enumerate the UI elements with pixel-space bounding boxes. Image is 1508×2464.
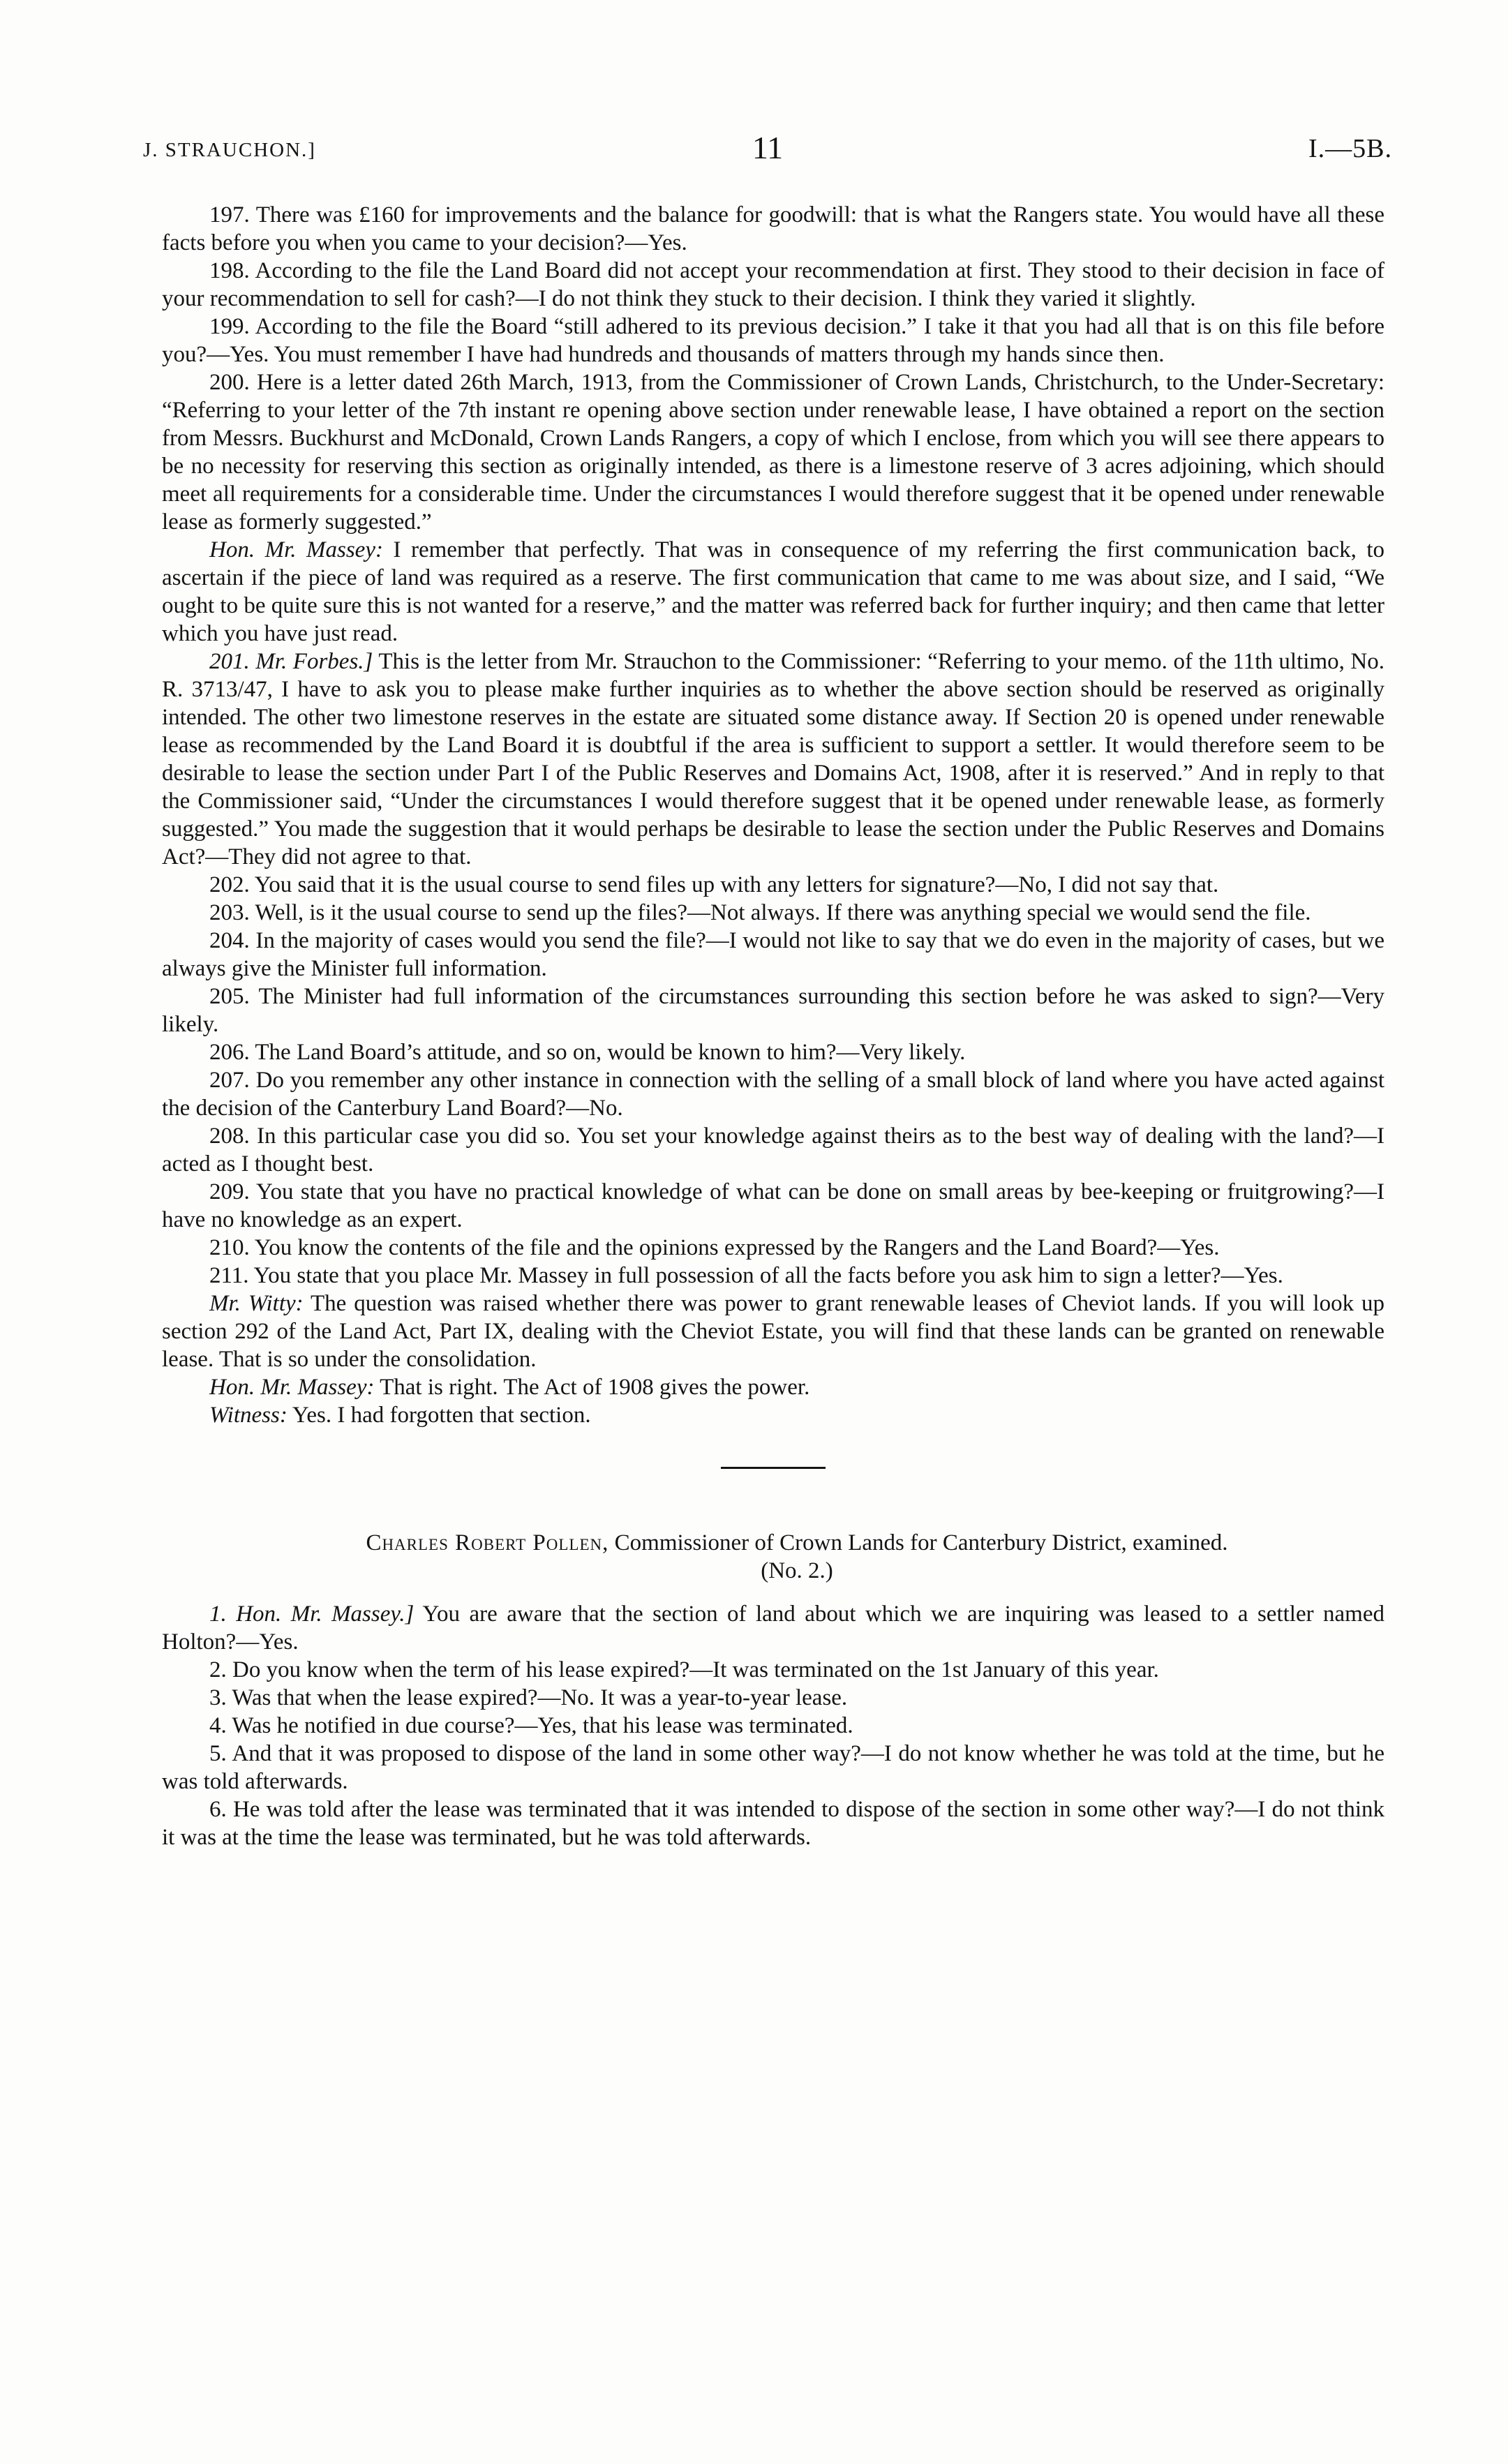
- question-paragraph: [162, 899, 1384, 927]
- paragraph-text: 208. In this particular case you did so. You set your knowledge against theirs as to the best way of dealing with the land?—I acted as I thought best.: [162, 1123, 1384, 1177]
- question-paragraph: [162, 648, 1384, 871]
- question-paragraph: [162, 1712, 1384, 1740]
- paragraph-text: That is right. The Act of 1908 gives the power.: [380, 1375, 810, 1400]
- question-paragraph: [162, 368, 1384, 536]
- paragraph-text: This is the letter from Mr. Strauchon to the Commissioner: “Referring to your memo. of the 11th ultimo, No. R. 3713/47, I have to ask you to please make further inquiries as to whether the above section should be reserved as originally intended. The other two limestone reserves in the estate are situated some distance away. If Section 20 is opened under renewable lease as recommended by the Land Board it is doubtful if the area is sufficient to support a settler. It would therefore seem to be desirable to lease the section under Part I of the Public Reserves and Domains Act, 1908, after it is reserved.” And in reply to that the Commissioner said, “Under the circumstances I would therefore suggest that it be opened under renewable lease, as formerly suggested.” You made the suggestion that it would perhaps be desirable to lease the section under the Public Reserves and Domains Act?—They did not agree to that.: [162, 649, 1385, 869]
- statement-paragraph: [162, 1373, 1384, 1401]
- page-number: 11: [752, 130, 784, 165]
- witness-heading: [162, 1529, 1384, 1557]
- paragraph-text: 211. You state that you place Mr. Massey in full possession of all the facts before you ask him to sign a letter?—Yes.: [209, 1263, 1283, 1288]
- statement-paragraph: [162, 1290, 1384, 1373]
- paragraph-text: 6. He was told after the lease was terminated that it was intended to dispose of the section in some other way?—I do not think it was at the time the lease was terminated, but he was told afterwards.: [162, 1797, 1384, 1850]
- paragraph-text: 5. And that it was proposed to dispose of the land in some other way?—I do not know whether he was told at the time, but he was told afterwards.: [162, 1741, 1384, 1794]
- document-body: [162, 201, 1384, 1851]
- statement-paragraph: [162, 1401, 1384, 1429]
- question-paragraph: [162, 1600, 1384, 1656]
- question-paragraph: [162, 1122, 1384, 1178]
- paragraph-text: 197. There was £160 for improvements and the balance for goodwill: that is what the Rangers state. You would have all these facts before you when you came to your decision?—Yes.: [162, 202, 1384, 255]
- question-paragraph: [162, 1066, 1384, 1122]
- spacer: [162, 1585, 1384, 1600]
- witness-name: Charles Robert Pollen,: [366, 1530, 609, 1555]
- paragraph-text: I remember that perfectly. That was in consequence of my referring the first communication back, to ascertain if the piece of land was required as a reserve. The first communication that came to me was about size, and I said, “We ought to be quite sure this is not wanted for a reserve,” and the matter was referred back for further inquiry; and then came that letter which you have just read.: [162, 537, 1384, 646]
- paragraph-text: 199. According to the file the Board “still adhered to its previous decision.” I take it that you had all that is on this file before you?—Yes. You must remember I have had hundreds and thousands of matters through my hands since then.: [162, 314, 1384, 367]
- question-paragraph: [162, 1262, 1384, 1290]
- question-paragraph: [162, 871, 1384, 899]
- paragraph-text: 210. You know the contents of the file and the opinions expressed by the Rangers and the Land Board?—Yes.: [209, 1235, 1220, 1260]
- question-paragraph: [162, 201, 1384, 257]
- header-witness-name: J. STRAUCHON.]: [143, 139, 316, 161]
- paragraph-text: 4. Was he notified in due course?—Yes, that his lease was terminated.: [209, 1713, 853, 1738]
- question-paragraph: [162, 1795, 1384, 1851]
- examination-section-2: [162, 1600, 1384, 1851]
- witness-number: (No. 2.): [761, 1558, 833, 1583]
- speaker-label: 1. Hon. Mr. Massey.]: [209, 1601, 415, 1627]
- question-paragraph: [162, 1178, 1384, 1234]
- paragraph-text: 205. The Minister had full information of the circumstances surrounding this section before he was asked to sign?—Very likely.: [162, 984, 1384, 1037]
- question-paragraph: [162, 1740, 1384, 1795]
- speaker-label: Witness:: [209, 1403, 288, 1428]
- paragraph-text: 3. Was that when the lease expired?—No. It was a year-to-year lease.: [209, 1685, 848, 1710]
- question-paragraph: [162, 1234, 1384, 1262]
- paragraph-text: 200. Here is a letter dated 26th March, 1913, from the Commissioner of Crown Lands, Christchurch, to the Under-Secretary: “Referring to your letter of the 7th instant re opening above section under renewable lease, I have obtained a report on the section from Messrs. Buckhurst and McDonald, Crown Lands Rangers, a copy of which I enclose, from which you will see there appears to be no necessity for reserving this section as originally intended, as there is a limestone reserve of 3 acres adjoining, which should meet all requirements for a considerable time. Under the circumstances I would therefore suggest that it be opened under renewable lease as formerly suggested.”: [162, 370, 1384, 535]
- paragraph-text: 207. Do you remember any other instance in connection with the selling of a small block of land where you have acted against the decision of the Canterbury Land Board?—No.: [162, 1068, 1384, 1121]
- paragraph-text: 202. You said that it is the usual course to send files up with any letters for signature?—No, I did not say that.: [209, 872, 1219, 897]
- question-paragraph: [162, 1656, 1384, 1684]
- question-paragraph: [162, 927, 1384, 983]
- paragraph-text: Yes. I had forgotten that section.: [292, 1403, 591, 1428]
- paragraph-text: You are aware that the section of land about which we are inquiring was leased to a settler named Holton?—Yes.: [162, 1601, 1384, 1655]
- paper-reference: I.—5B.: [1308, 134, 1392, 163]
- examination-section-1: [162, 201, 1384, 1429]
- paragraph-text: 204. In the majority of cases would you send the file?—I would not like to say that we do even in the majority of cases, but we always give the Minister full information.: [162, 928, 1384, 981]
- question-paragraph: [162, 983, 1384, 1038]
- question-paragraph: [162, 1038, 1384, 1066]
- page-header: [143, 129, 1392, 171]
- speaker-label: Hon. Mr. Massey:: [209, 1375, 375, 1400]
- paragraph-text: 2. Do you know when the term of his lease expired?—It was terminated on the 1st January of this year.: [209, 1657, 1159, 1682]
- paragraph-text: 203. Well, is it the usual course to send up the files?—Not always. If there was anything special we would send the file.: [209, 900, 1311, 925]
- question-paragraph: [162, 257, 1384, 313]
- speaker-label: Mr. Witty:: [209, 1291, 304, 1316]
- paragraph-text: 209. You state that you have no practical knowledge of what can be done on small areas by bee-keeping or fruitgrowing?—I have no knowledge as an expert.: [162, 1179, 1384, 1232]
- witness-description: Commissioner of Crown Lands for Canterbury District, examined.: [614, 1530, 1228, 1555]
- paragraph-text: The question was raised whether there was power to grant renewable leases of Cheviot lands. If you will look up section 292 of the Land Act, Part IX, dealing with the Cheviot Estate, you will find that these lands can be granted on renewable lease. That is so under the consolidation.: [162, 1291, 1384, 1372]
- speaker-label: Hon. Mr. Massey:: [209, 537, 383, 562]
- question-paragraph: [162, 1684, 1384, 1712]
- question-paragraph: [162, 313, 1384, 368]
- paragraph-text: 206. The Land Board’s attitude, and so on, would be known to him?—Very likely.: [209, 1040, 966, 1065]
- statement-paragraph: [162, 536, 1384, 648]
- paragraph-text: 198. According to the file the Land Board did not accept your recommendation at first. They stood to their decision in face of your recommendation to sell for cash?—I do not think they stuck to their decision. I think they varied it slightly.: [162, 258, 1384, 311]
- section-divider: [721, 1467, 826, 1469]
- speaker-label: 201. Mr. Forbes.]: [209, 649, 373, 674]
